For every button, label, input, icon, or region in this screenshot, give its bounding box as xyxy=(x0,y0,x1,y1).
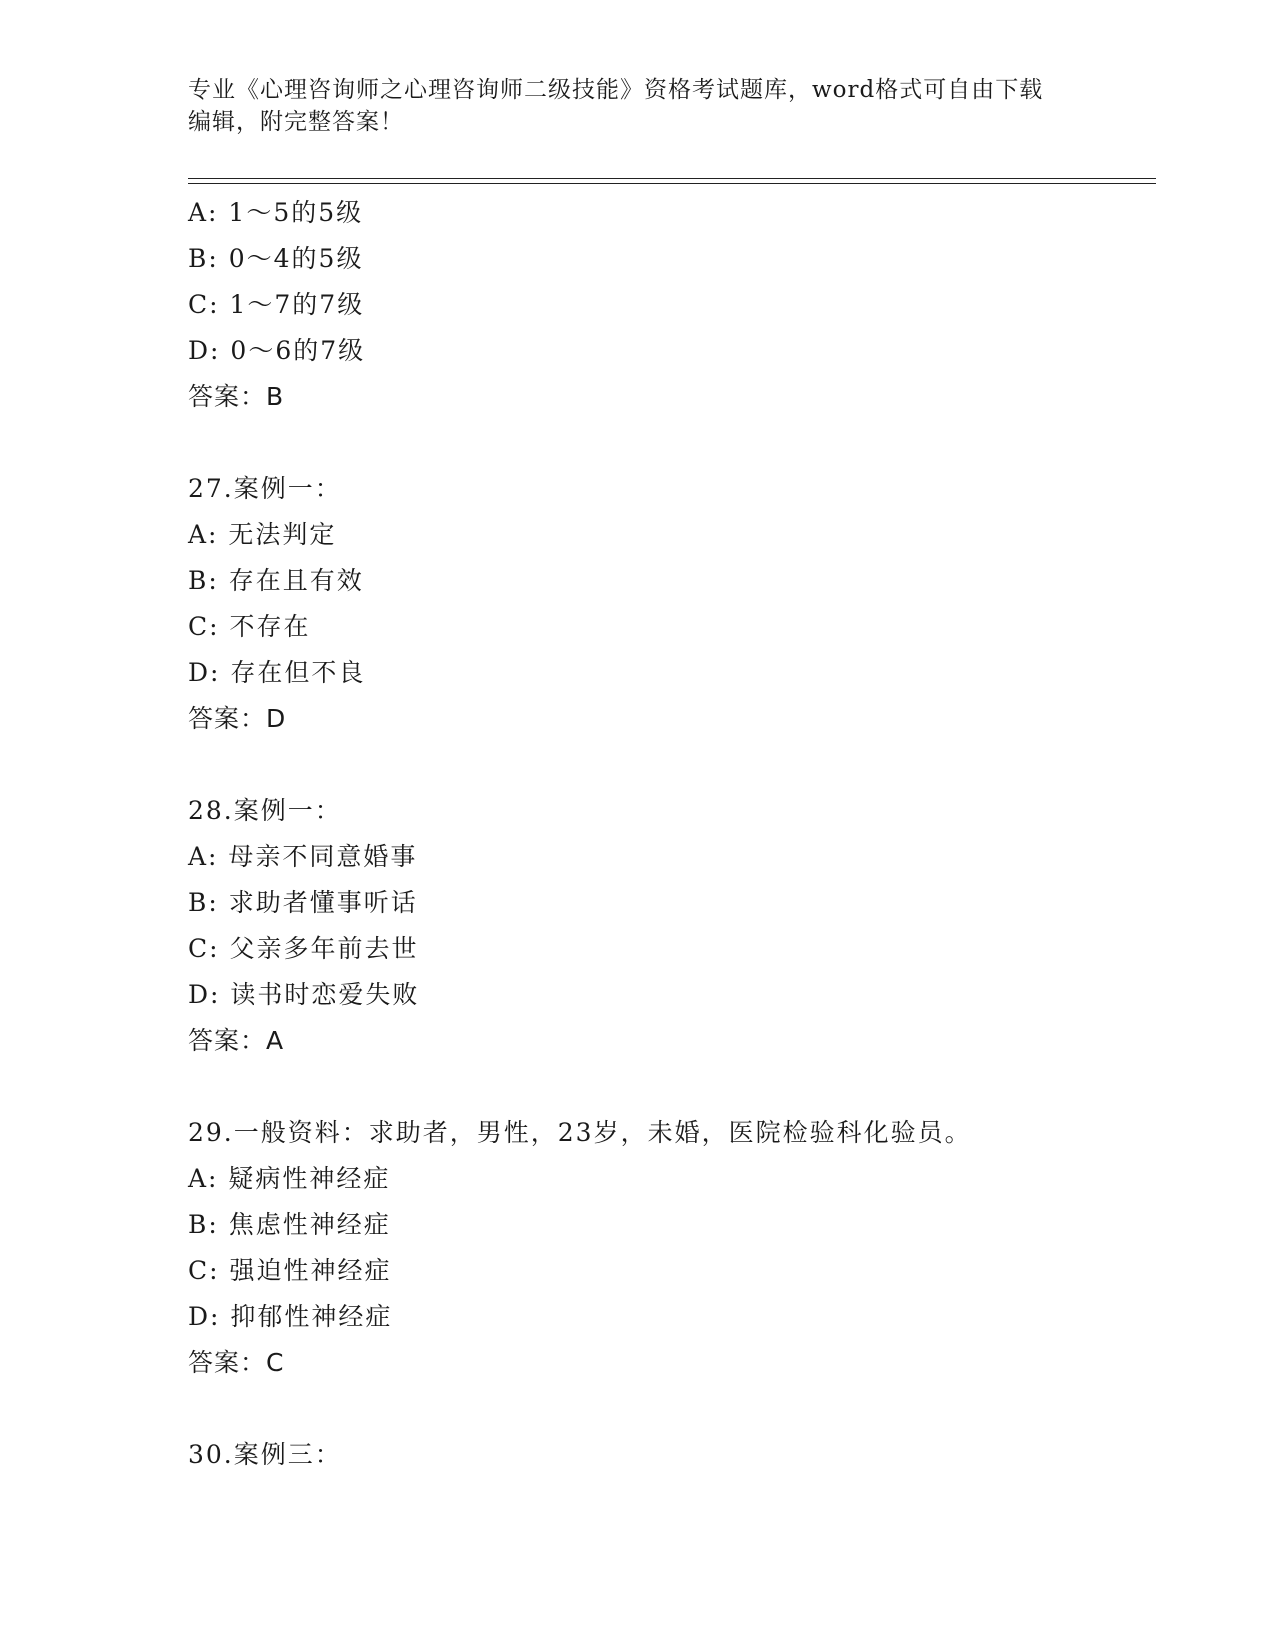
option-c: C: 父亲多年前去世 xyxy=(188,934,419,963)
option-d: D: 存在但不良 xyxy=(188,658,366,687)
question-30 xyxy=(188,1432,1148,1478)
option-b: B: 0～4的5级 xyxy=(188,244,364,273)
header-line-1: 专业《心理咨询师之心理咨询师二级技能》资格考试题库，word格式可自由下载 xyxy=(188,77,1044,103)
option-b: B: 存在且有效 xyxy=(188,566,364,595)
answer: 答案：A xyxy=(188,1026,285,1055)
question-stem: 30.案例三： xyxy=(188,1440,342,1469)
option-d: D: 抑郁性神经症 xyxy=(188,1302,393,1331)
question-stem: 27.案例一： xyxy=(188,474,342,503)
document-header xyxy=(188,74,1068,138)
document-body xyxy=(188,190,1148,1478)
option-d: D: 0～6的7级 xyxy=(188,336,366,365)
option-a: A: 疑病性神经症 xyxy=(188,1164,391,1193)
question-29 xyxy=(188,1110,1148,1386)
spacer xyxy=(188,742,1148,788)
option-a: A: 1～5的5级 xyxy=(188,198,364,227)
option-a: A: 无法判定 xyxy=(188,520,337,549)
option-b: B: 焦虑性神经症 xyxy=(188,1210,391,1239)
question-26-continued xyxy=(188,190,1148,420)
answer: 答案：B xyxy=(188,382,285,411)
spacer xyxy=(188,1386,1148,1432)
spacer xyxy=(188,1064,1148,1110)
option-a: A: 母亲不同意婚事 xyxy=(188,842,418,871)
question-27 xyxy=(188,466,1148,742)
spacer xyxy=(188,420,1148,466)
answer: 答案：D xyxy=(188,704,287,733)
option-d: D: 读书时恋爱失败 xyxy=(188,980,420,1009)
answer: 答案：C xyxy=(188,1348,285,1377)
header-line-2: 编辑，附完整答案！ xyxy=(188,109,404,135)
question-stem: 29.一般资料：求助者，男性，23岁，未婚，医院检验科化验员。 xyxy=(188,1118,972,1147)
option-b: B: 求助者懂事听话 xyxy=(188,888,418,917)
question-stem: 28.案例一： xyxy=(188,796,342,825)
option-c: C: 强迫性神经症 xyxy=(188,1256,392,1285)
option-c: C: 1～7的7级 xyxy=(188,290,365,319)
header-divider xyxy=(188,178,1156,184)
question-28 xyxy=(188,788,1148,1064)
option-c: C: 不存在 xyxy=(188,612,311,641)
